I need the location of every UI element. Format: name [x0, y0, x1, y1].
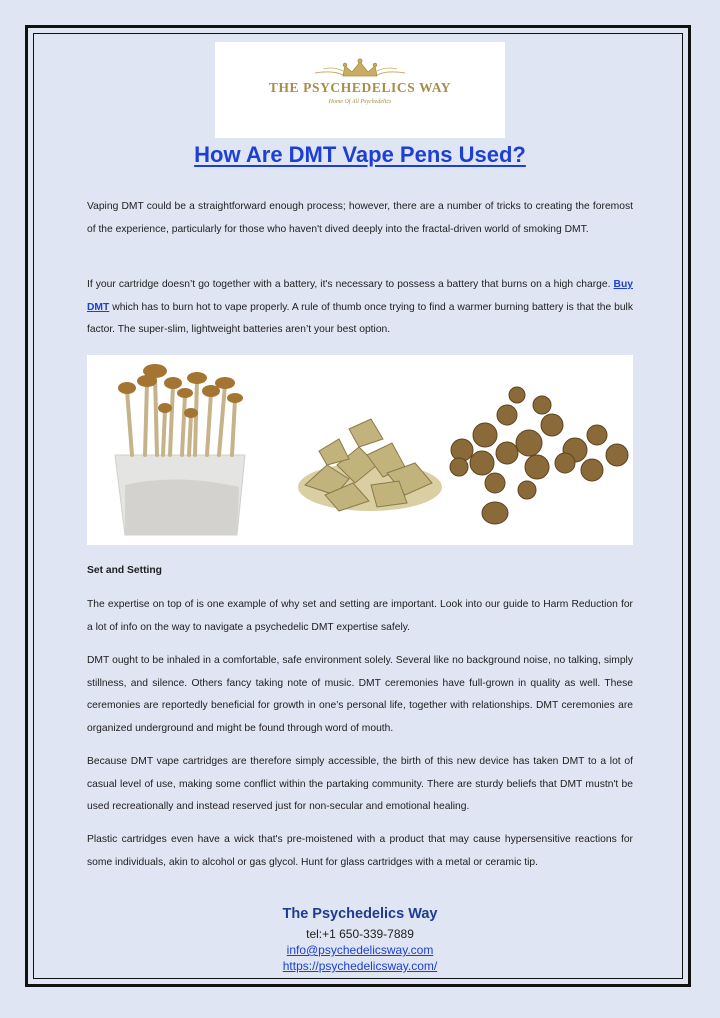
paragraph-plastic: Plastic cartridges even have a wick that's pre-moistened with a product that may cause hypersensitive reactions for some individuals, akin to alcohol or gas glycol. Hunt for glass cartridges with a metal or ceramic tip. — [87, 834, 633, 868]
buy-dmt-link[interactable]: Buy DMT — [87, 279, 633, 313]
brand-logo — [215, 42, 505, 138]
logo-tagline: Home Of All Psychedelics — [328, 99, 392, 105]
paragraph-harm-reduction: The expertise on top of is one example of why set and setting are important. Look into our guide to Harm Reduction for a lot of info on the way to navigate a psychedelic DMT expertise safely. — [87, 599, 633, 633]
footer-email-link[interactable]: info@psychedelicsway.com — [286, 943, 434, 957]
paragraph-battery-text-2: which has to burn hot to vape properly. A rule of thumb once trying to find a warmer burning battery is that the bulk factor. The super-slim, lightweight batteries aren’t your best option. — [87, 301, 633, 335]
section-heading: Set and Setting — [87, 565, 162, 576]
dried-mushroom-pile-image — [298, 419, 442, 511]
paragraph-battery — [87, 274, 633, 342]
paragraph-intro: Vaping DMT could be a straightforward enough process; however, there are a number of tricks to creating the foremost of the experience, particularly for those who haven't dived deeply into the fractal-driven world of smoking DMT. — [87, 201, 633, 235]
paragraph-battery-text-1: If your cartridge doesn’t go together with a battery, it's necessary to possess a battery that burns on a high charge. — [87, 279, 614, 290]
footer-website-link[interactable]: https://psychedelicsway.com/ — [282, 959, 438, 973]
page-title: How Are DMT Vape Pens Used? — [194, 142, 526, 167]
footer-phone: tel:+1 650-339-7889 — [306, 927, 414, 941]
logo-wordmark: THE PSYCHEDELICS WAY — [268, 80, 452, 95]
mushroom-kit-image — [115, 364, 245, 535]
product-image — [87, 355, 633, 545]
footer-brand-name: The Psychedelics Way — [282, 906, 438, 922]
paragraph-environment: DMT ought to be inhaled in a comfortable, safe environment solely. Several like no background noise, no talking, simply stillness, and silence. Others fancy taking note of music. DMT ceremonies have full-grown in quality as well. These ceremonies are reportedly beneficial for growth in one’s personal life, together with relationships. DMT ceremonies are organized underground and might be found through word of mouth. — [87, 655, 633, 734]
truffle-pile-image — [450, 387, 628, 524]
paragraph-cartridges: Because DMT vape cartridges are therefore simply accessible, the birth of this new device has taken DMT to a lot of casual level of use, making some conflict within the partaking community. There are sturdy beliefs that DMT mustn't be used recreationally and instead reserved just for non-secular and emotional healing. — [87, 756, 633, 812]
